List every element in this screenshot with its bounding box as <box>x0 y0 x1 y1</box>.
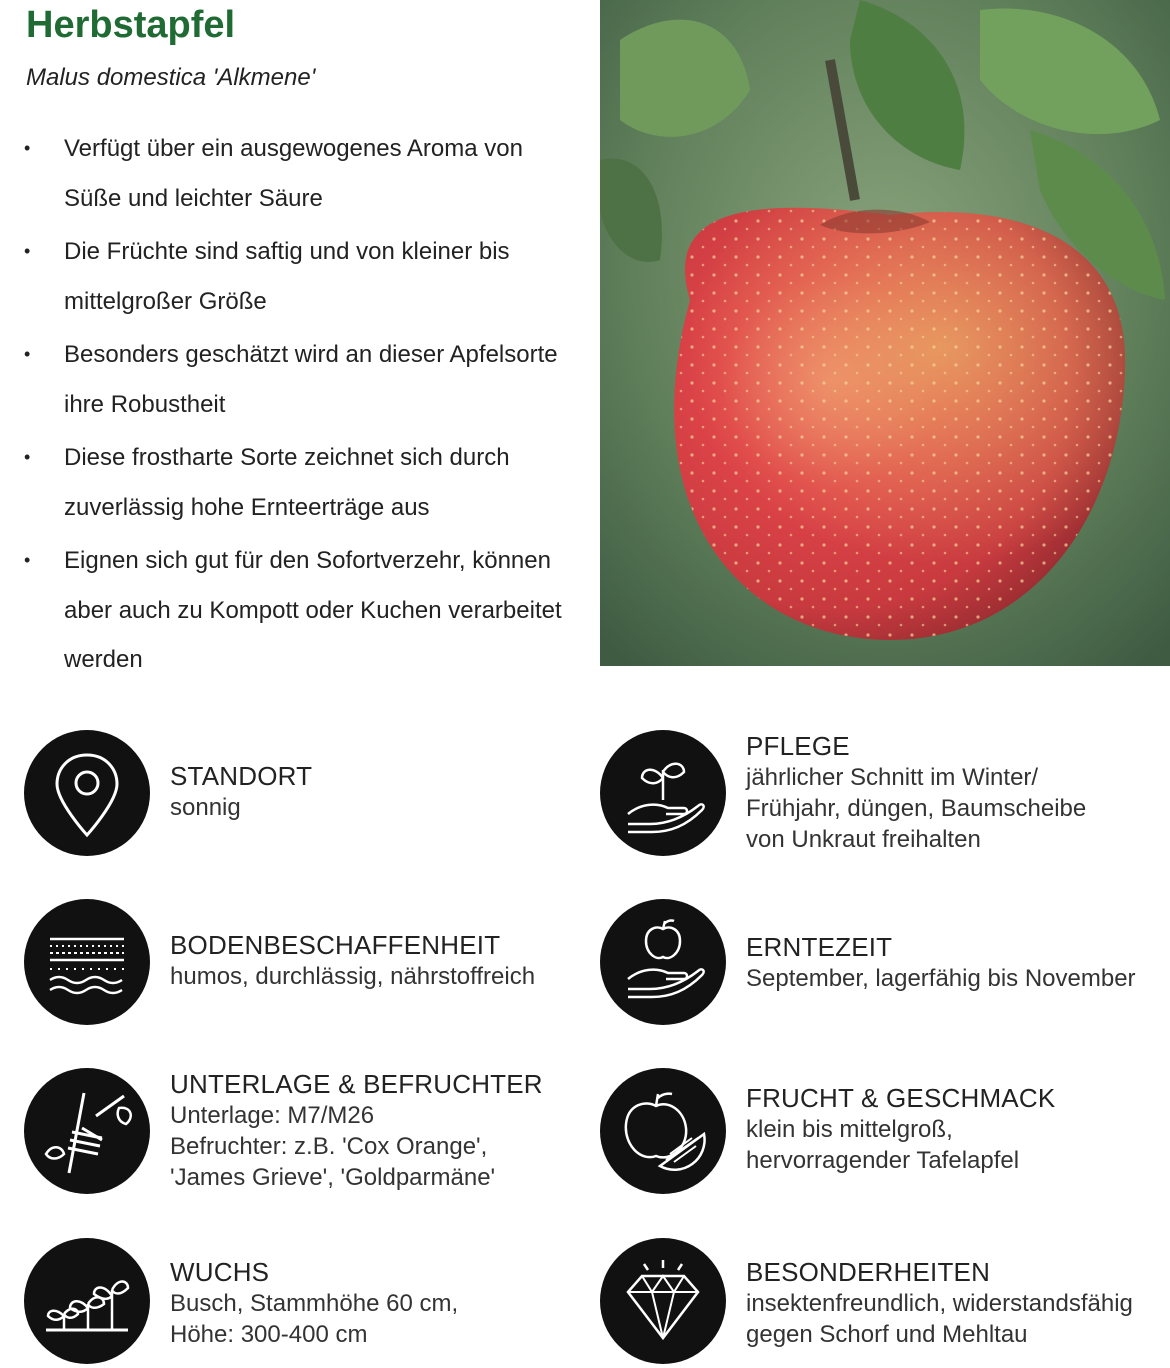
feature-title: FRUCHT & GESCHMACK <box>746 1083 1056 1113</box>
feature-erntezeit <box>600 899 1170 1029</box>
feature-value: Busch, Stammhöhe 60 cm, Höhe: 300-400 cm <box>170 1290 459 1348</box>
list-item: • Eignen sich gut für den Sofortverzehr, können aber auch zu Kompott oder Kuchen verarbeitet werden <box>22 536 582 685</box>
feature-wuchs <box>24 1238 624 1368</box>
feature-pflege <box>600 730 1170 860</box>
hand-sprout-icon <box>600 730 726 856</box>
feature-besonderheiten <box>600 1238 1170 1368</box>
seedlings-icon <box>24 1238 150 1364</box>
feature-title: UNTERLAGE & BEFRUCHTER <box>170 1069 543 1099</box>
feature-title: STANDORT <box>170 761 313 791</box>
feature-title: ERNTEZEIT <box>746 932 893 962</box>
diamond-icon <box>600 1238 726 1364</box>
feature-unterlage <box>24 1068 624 1198</box>
hand-apple-icon <box>600 899 726 1025</box>
feature-value: jährlicher Schnitt im Winter/ Frühjahr, düngen, Baumscheibe von Unkraut freihalten <box>746 764 1087 853</box>
feature-title: BODENBESCHAFFENHEIT <box>170 930 501 960</box>
list-item: • Verfügt über ein ausgewogenes Aroma von Süße und leichter Säure <box>22 124 582 223</box>
feature-bullet-list <box>22 124 582 689</box>
list-item: • Die Früchte sind saftig und von kleiner bis mittelgroßer Größe <box>22 227 582 326</box>
feature-value: September, lagerfähig bis November <box>746 965 1136 992</box>
list-item: • Besonders geschätzt wird an dieser Apfelsorte ihre Robustheit <box>22 330 582 429</box>
feature-value: klein bis mittelgroß, hervorragender Tafelapfel <box>746 1116 1020 1174</box>
feature-standort <box>24 730 624 860</box>
feature-value: insektenfreundlich, widerstandsfähig gegen Schorf und Mehltau <box>746 1290 1133 1348</box>
feature-value: sonnig <box>170 794 241 821</box>
grafted-branch-icon <box>24 1068 150 1194</box>
feature-value: Unterlage: M7/M26 Befruchter: z.B. 'Cox Orange', 'James Grieve', 'Goldparmäne' <box>170 1102 496 1191</box>
botanical-name: Malus domestica 'Alkmene' <box>26 64 316 91</box>
feature-title: PFLEGE <box>746 731 850 761</box>
apple-photo <box>600 0 1170 666</box>
feature-boden <box>24 899 624 1029</box>
product-title: Herbstapfel <box>26 4 236 46</box>
list-item: • Diese frostharte Sorte zeichnet sich durch zuverlässig hohe Ernteerträge aus <box>22 433 582 532</box>
location-pin-icon <box>24 730 150 856</box>
feature-frucht <box>600 1068 1170 1198</box>
apple-illustration <box>600 0 1170 666</box>
feature-value: humos, durchlässig, nährstoffreich <box>170 963 536 990</box>
feature-title: BESONDERHEITEN <box>746 1257 991 1287</box>
apple-orange-icon <box>600 1068 726 1194</box>
feature-title: WUCHS <box>170 1257 270 1287</box>
soil-layers-icon <box>24 899 150 1025</box>
